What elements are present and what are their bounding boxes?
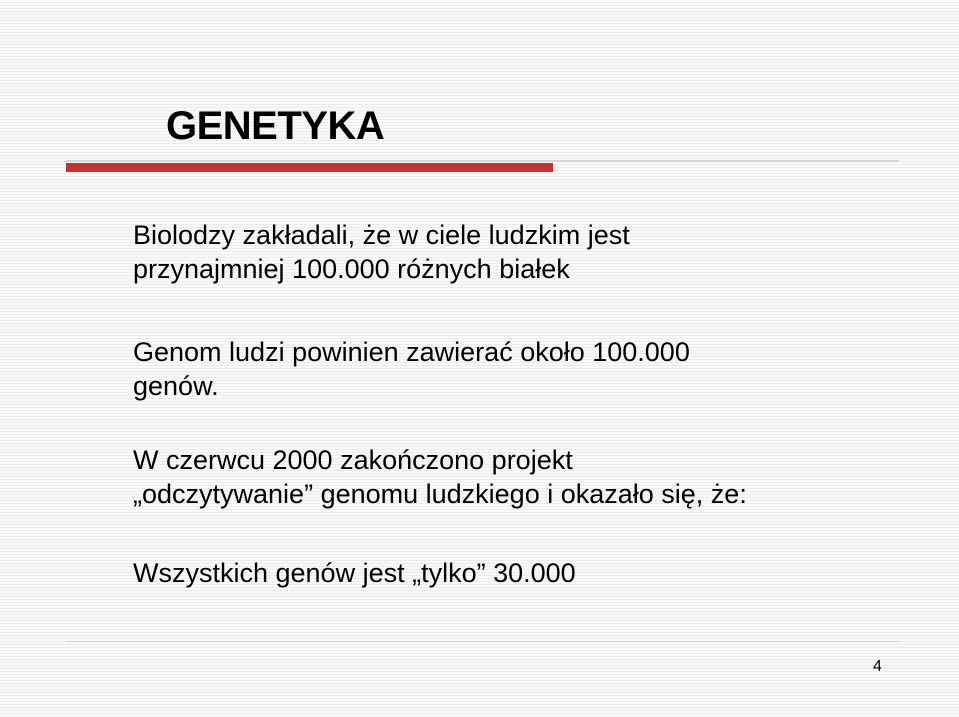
paragraph-line: Wszystkich genów jest „tylko” 30.000 — [133, 558, 576, 588]
paragraph-proteins — [133, 218, 630, 286]
paragraph-line: Genom ludzi powinien zawierać około 100.000 — [133, 337, 690, 367]
title-divider-accent — [66, 163, 553, 172]
paragraph-line: genów. — [133, 371, 219, 401]
paragraph-line: Biolodzy zakładali, że w ciele ludzkim jest — [133, 220, 630, 250]
paragraph-genome-project — [133, 443, 747, 511]
paragraph-line: przynajmniej 100.000 różnych białek — [133, 254, 570, 284]
paragraph-expected-genes — [133, 335, 690, 403]
page-number: 4 — [873, 658, 882, 675]
paragraph-line: „odczytywanie” genomu ludzkiego i okazało się, że: — [133, 479, 747, 509]
paragraph-gene-count — [133, 556, 576, 590]
slide-title: GENETYKA — [166, 104, 385, 148]
paragraph-line: W czerwcu 2000 zakończono projekt — [133, 445, 573, 475]
title-divider-thin — [66, 160, 899, 162]
footer-divider — [66, 641, 899, 642]
